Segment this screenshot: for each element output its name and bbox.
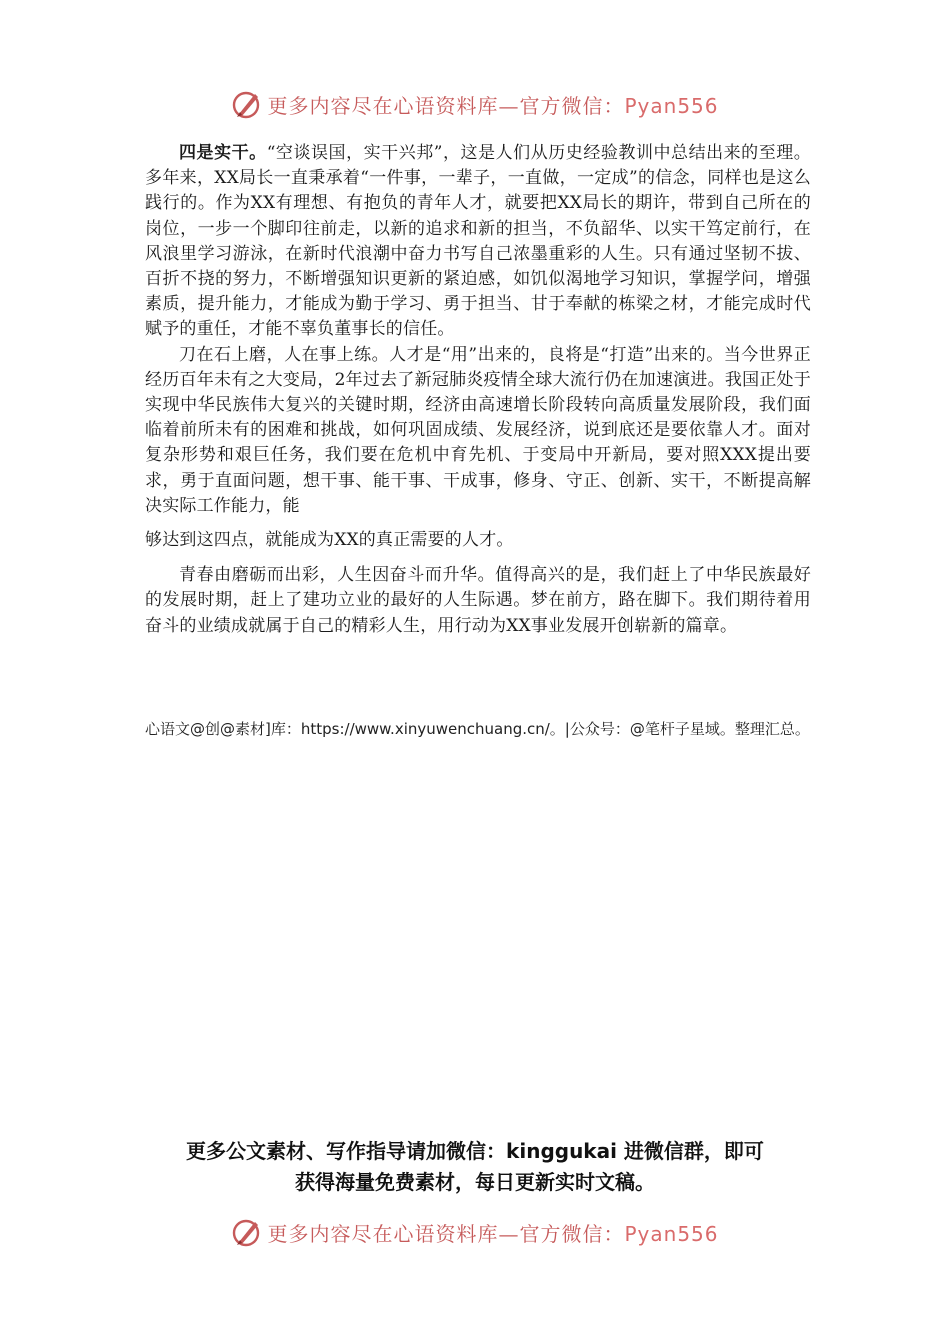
promo-line-1: 更多公文素材、写作指导请加微信：kinggukai 进微信群，即可 [186,1139,764,1163]
source-note: 心语文@创@素材]库：https://www.xinyuwenchuang.cn/。|公众号：@笔杆子星域。整理汇总。 [145,720,810,738]
paragraph-2-tail: 够达到这四点，就能成为XX的真正需要的人才。 [145,530,514,551]
banner-text: 更多内容尽在心语资料库—官方微信：Pyan556 [267,93,719,118]
paragraph-lead: 四是实干。 [179,143,267,163]
header-banner [0,84,950,124]
paragraph-2: 刀在石上磨，人在事上练。人才是“用”出来的，良将是“打造”出来的。当今世界正经历百年未有之大变局，2年过去了新冠肺炎疫情全球大流行仍在加速演进。我国正处于实现中华民族伟大复兴的关键时期，经济由高速增长阶段转向高质量发展阶段，我们面临着前所未有的困难和挑战，如何巩固成绩、发展经济，说到底还是要依靠人才。面对复杂形势和艰巨任务，我们要在危机中育先机、于变局中开新局，要对照XXX提出要求，勇于直面问题，想干事、能干事、干成事，修身、守正、创新、实干，不断提高解决实际工作能力，能 [145,344,811,516]
wechat-id: Pyan556 [624,93,719,118]
banner-text: 更多内容尽在心语资料库—官方微信：Pyan556 [267,1221,719,1246]
promo-text [0,1136,950,1198]
paragraph-1: 四是实干。“空谈误国，实干兴邦”，这是人们从历史经验教训中总结出来的至理。多年来，XX局长一直秉承着“一件事，一辈子，一直做，一定成”的信念，同样也是这么践行的。作为XX有理想、有抱负的青年人才，就要把XX局长的期许，带到自己所在的岗位，一步一个脚印往前走，以新的追求和新的担当，不负韶华、以实干笃定前行，在风浪里学习游泳，在新时代浪潮中奋力书写自己浓墨重彩的人生。只有通过坚韧不拔、百折不挠的努力，不断增强知识更新的紧迫感，如饥似渴地学习知识，掌握学问，增强素质，提升能力，才能成为勤于学习、勇于担当、甘于奉献的栋梁之材，才能完成时代赋予的重任，才能不辜负董事长的信任。 [145,143,812,340]
promo-line-2: 获得海量免费素材，每日更新实时文稿。 [295,1170,655,1194]
document-body [145,141,811,639]
pen-logo-icon [231,1216,263,1248]
wechat-id: Pyan556 [624,1221,719,1246]
footer-banner [0,1212,950,1252]
pen-logo-icon [231,88,263,120]
paragraph-3: 青春由磨砺而出彩，人生因奋斗而升华。值得高兴的是，我们赶上了中华民族最好的发展时期，赶上了建功立业的最好的人生际遇。梦在前方，路在脚下。我们期待着用奋斗的业绩成就属于自己的精彩人生，用行动为XX事业发展开创崭新的篇章。 [145,565,811,636]
